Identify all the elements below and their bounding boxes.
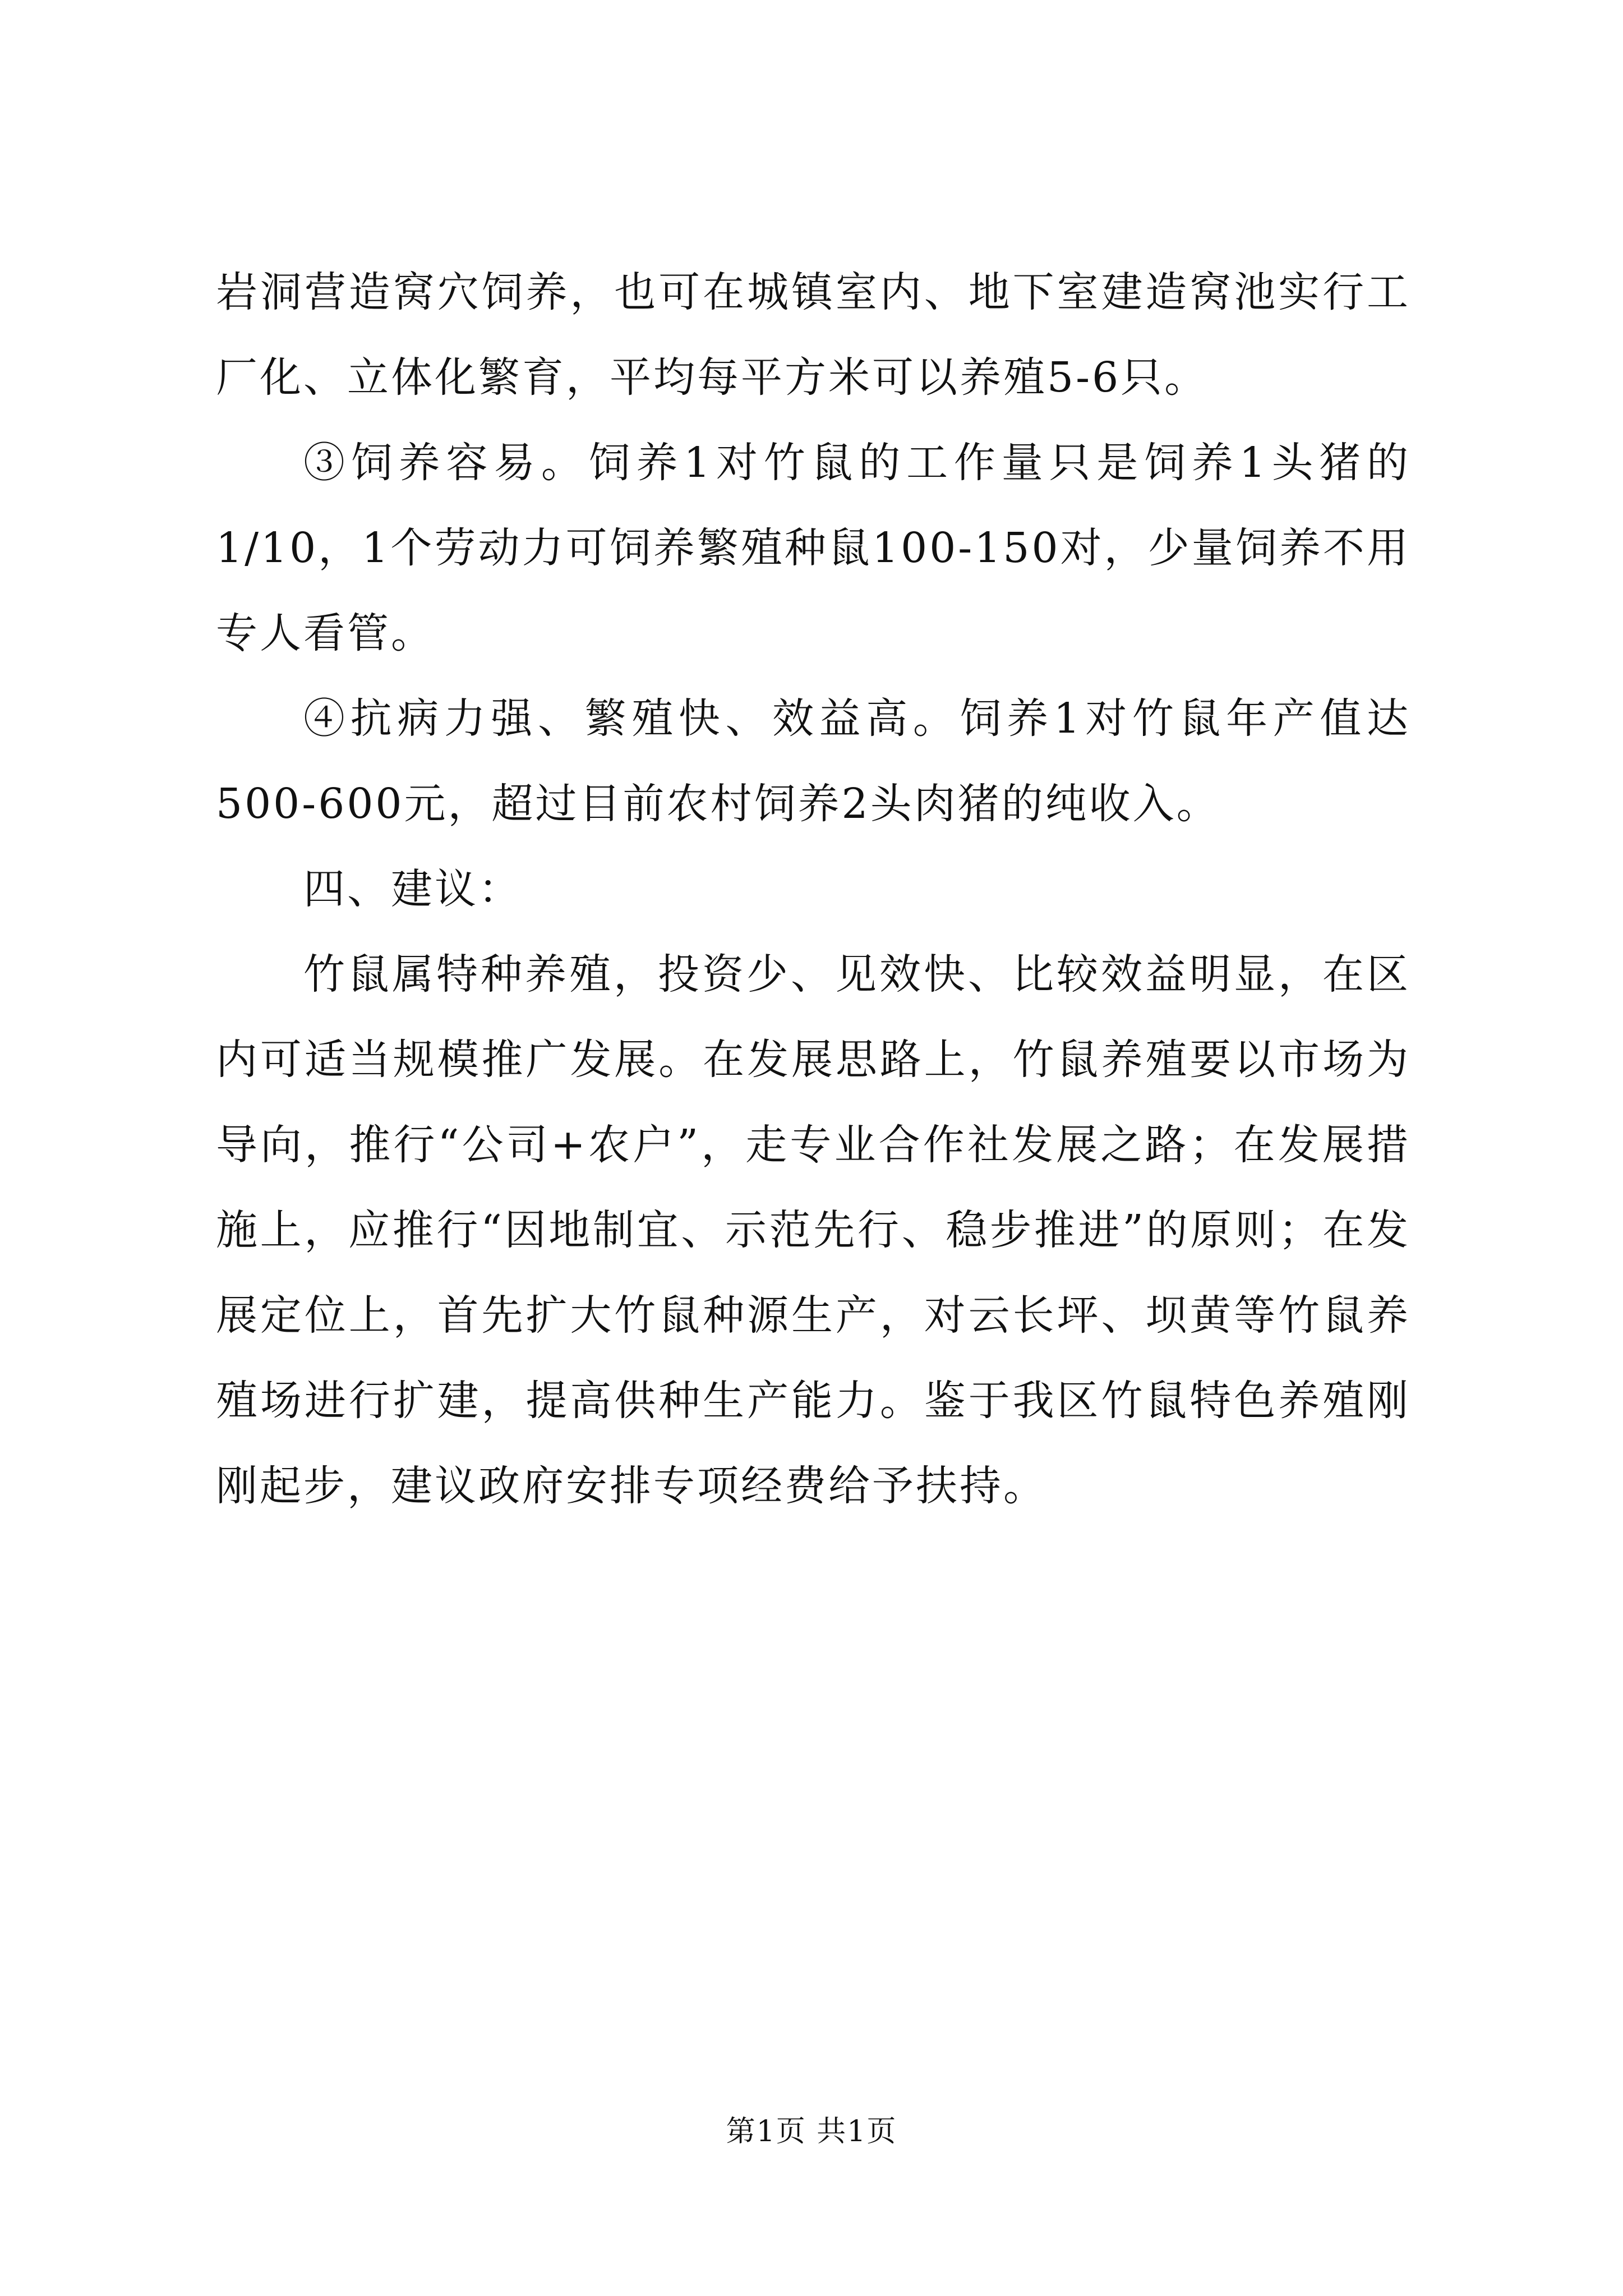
paragraph-suggestions: 竹鼠属特种养殖，投资少、见效快、比较效益明显，在区内可适当规模推广发展。在发展思路上，竹鼠养殖要以市场为导向，推行“公司+农户”，走专业合作社发展之路；在发展措施上，应推行“因地制宜、示范先行、稳步推进”的原则；在发展定位上，首先扩大竹鼠种源生产，对云长坪、坝黄等竹鼠养殖场进行扩建，提高供种生产能力。鉴于我区竹鼠特色养殖刚刚起步，建议政府安排专项经费给予扶持。 bbox=[216, 950, 1410, 1510]
paragraph-feeding-easy: ③饲养容易。饲养1对竹鼠的工作量只是饲养1头猪的1/10，1个劳动力可饲养繁殖种鼠100-150对，少量饲养不用专人看管。 bbox=[216, 439, 1410, 657]
document-body bbox=[216, 250, 1410, 1529]
paragraph-disease-resistance: ④抗病力强、繁殖快、效益高。饲养1对竹鼠年产值达500-600元，超过目前农村饲养2头肉猪的纯收入。 bbox=[216, 694, 1410, 828]
page-footer: 第1页 共1页 bbox=[726, 2115, 897, 2148]
section-heading-suggestions: 四、建议： bbox=[303, 865, 522, 913]
paragraph-continued: 岩洞营造窝穴饲养，也可在城镇室内、地下室建造窝池实行工厂化、立体化繁育，平均每平方米可以养殖5-6只。 bbox=[216, 268, 1410, 402]
